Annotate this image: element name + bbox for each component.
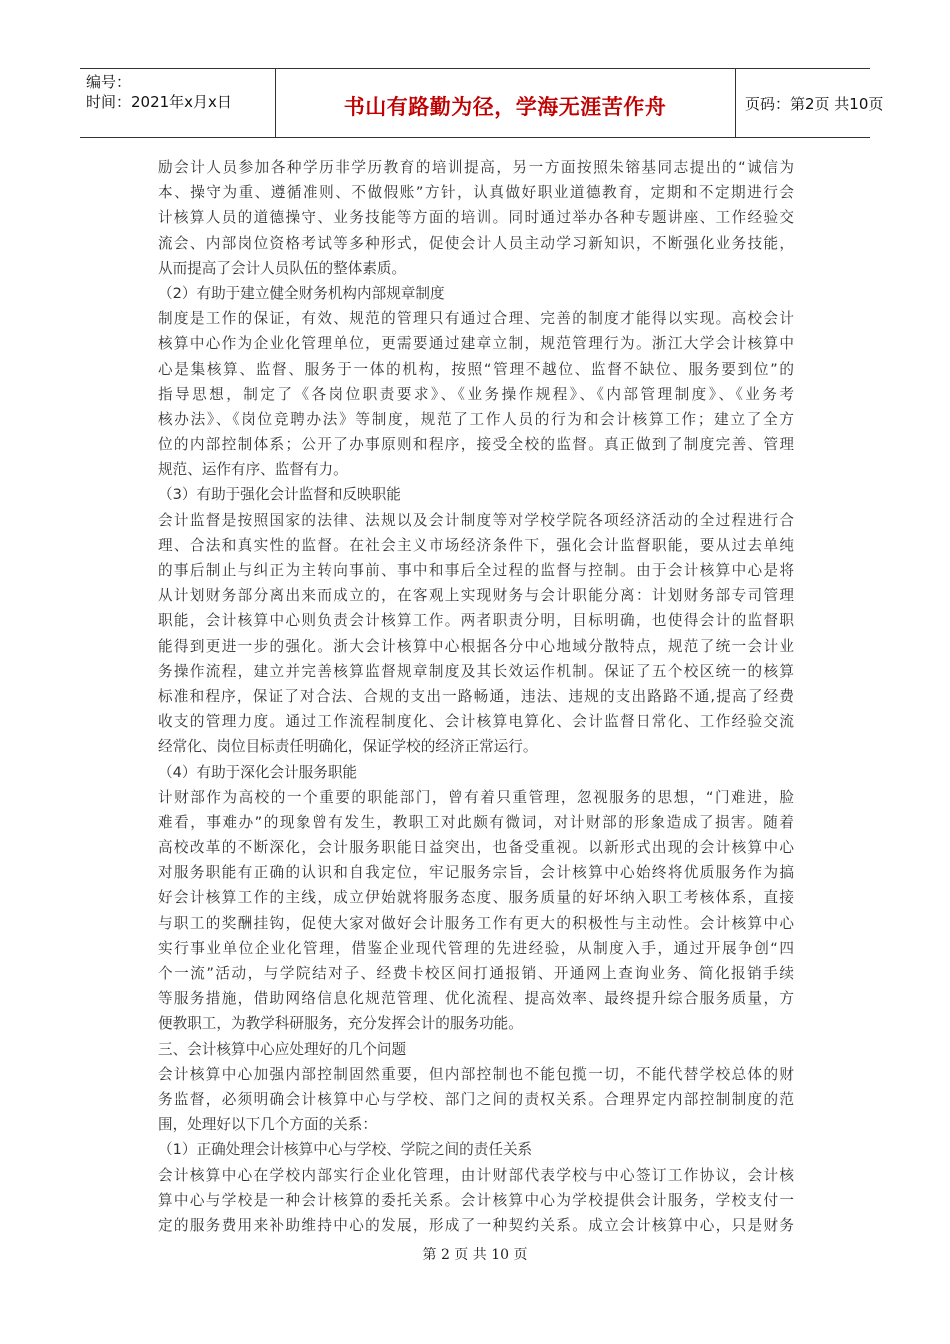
body-text-line: 心是集核算、监督、服务于一体的机构，按照“管理不越位、监督不缺位、服务要到位”的 (158, 360, 794, 378)
body-text-line: 制度是工作的保证，有效、规范的管理只有通过合理、完善的制度才能得以实现。高校会计 (158, 310, 794, 328)
page-header (80, 68, 884, 138)
header-info-cell (80, 69, 276, 137)
body-text-line: 标准和程序，保证了对合法、合规的支出一路畅通，违法、违规的支出路路不通,提高了经费 (158, 687, 794, 705)
header-motto: 书山有路勤为径，学海无涯苦作舟 (343, 95, 667, 119)
body-text-line: 三、会计核算中心应处理好的几个问题 (158, 1040, 407, 1058)
body-text-line: 励会计人员参加各种学历非学历教育的培训提高，另一方面按照朱镕基同志提出的“诚信为 (158, 159, 794, 176)
body-text-line: 会计监督是按照国家的法律、法规以及会计制度等对学校学院各项经济活动的全过程进行合 (158, 511, 794, 529)
body-text-line: 会计核算中心加强内部控制固然重要，但内部控制也不能包揽一切，不能代替学校总体的财 (158, 1065, 794, 1083)
body-text-line: （4）有助于深化会计服务职能 (158, 763, 358, 781)
body-text-line: 务操作流程，建立并完善核算监督规章制度及其长效运作机制。保证了五个校区统一的核算 (158, 662, 794, 680)
body-text-line: 收支的管理力度。通过工作流程制度化、会计核算电算化、会计监督日常化、工作经验交流 (158, 713, 794, 731)
document-body (158, 155, 794, 1238)
body-text-line: 对服务职能有正确的认识和自我定位，牢记服务宗旨，会计核算中心始终将优质服务作为搞 (158, 864, 794, 882)
body-text-line: （2）有助于建立健全财务机构内部规章制度 (158, 284, 445, 302)
page-footer: 第 2 页 共 10 页 (422, 1247, 528, 1263)
body-text-line: 等服务措施，借助网络信息化规范管理、优化流程、提高效率、最终提升综合服务质量，方 (158, 990, 794, 1008)
body-text-line: 算中心与学校是一种会计核算的委托关系。会计核算中心为学校提供会计服务，学校支付一 (158, 1191, 794, 1209)
body-text-line: 个一流”活动，与学院结对子、经费卡校区间打通报销、开通网上查询业务、简化报销手续 (158, 965, 794, 982)
body-text-line: 规范、运作有序、监督有力。 (158, 461, 348, 479)
body-text-line: 围，处理好以下几个方面的关系： (158, 1116, 377, 1134)
body-text-line: 难看，事难办”的现象曾有发生，教职工对此颇有微词，对计财部的形象造成了损害。随着 (158, 813, 794, 831)
body-text-line: 定的服务费用来补助维持中心的发展，形成了一种契约关系。成立会计核算中心，只是财务 (158, 1216, 794, 1234)
body-text-line: 职能，会计核算中心则负责会计核算工作。两者职责分明，目标明确，也使得会计的监督职 (158, 612, 794, 630)
body-text-line: 实行事业单位企业化管理，借鉴企业现代管理的先进经验，从制度入手，通过开展争创“四 (158, 939, 794, 957)
body-text-line: （1）正确处理会计核算中心与学校、学院之间的责任关系 (158, 1141, 533, 1159)
body-text-line: 计财部作为高校的一个重要的职能部门，曾有着只重管理，忽视服务的思想，“门难进，脸 (158, 788, 794, 806)
body-text-line: 指导思想，制定了《各岗位职责要求》、《业务操作规程》、《内部管理制度》、《业务考 (158, 385, 794, 403)
body-text-line: 的事后制止与纠正为主转向事前、事中和事后全过程的监督与控制。由于会计核算中心是将 (158, 562, 794, 579)
body-text-line: 理、合法和真实性的监督。在社会主义市场经济条件下，强化会计监督职能，要从过去单纯 (158, 536, 794, 554)
document-date-label: 时间：2021年x月x日 (86, 93, 232, 111)
body-text-line: （3）有助于强化会计监督和反映职能 (158, 486, 401, 504)
body-text-line: 核算中心作为企业化管理单位，更需要通过建章立制，规范管理行为。浙江大学会计核算中 (158, 335, 794, 353)
body-text-line: 位的内部控制体系；公开了办事原则和程序，接受全校的监督。真正做到了制度完善、管理 (158, 436, 794, 454)
body-text-line: 核办法》、《岗位竞聘办法》等制度，规范了工作人员的行为和会计核算工作；建立了全方 (158, 410, 794, 428)
body-text-line: 便教职工，为教学科研服务，充分发挥会计的服务功能。 (158, 1015, 523, 1033)
body-text-line: 好会计核算工作的主线，成立伊始就将服务态度、服务质量的好坏纳入职工考核体系，直接 (158, 889, 794, 907)
header-page-info: 页码：第2页 共10页 (745, 95, 884, 113)
body-text-line: 务监督，必须明确会计核算中心与学校、部门之间的责权关系。合理界定内部控制制度的范 (158, 1090, 794, 1108)
body-text-line: 高校改革的不断深化，会计服务职能日益突出，也备受重视。以新形式出现的会计核算中心 (158, 839, 794, 857)
body-text-line: 与职工的奖酬挂钩，促使大家对做好会计服务工作有更大的积极性与主动性。会计核算中心 (158, 914, 794, 932)
header-motto-cell (275, 69, 736, 137)
body-text-line: 能得到更进一步的强化。浙大会计核算中心根据各分中心地域分散特点，规范了统一会计业 (158, 637, 794, 655)
body-text-line: 会计核算中心在学校内部实行企业化管理，由计财部代表学校与中心签订工作协议，会计核 (158, 1166, 794, 1184)
body-text-line: 经常化、岗位目标责任明确化，保证学校的经济正常运行。 (158, 738, 538, 756)
body-text-line: 流会、内部岗位资格考试等多种形式，促使会计人员主动学习新知识，不断强化业务技能， (158, 234, 794, 252)
header-page-cell (735, 69, 884, 137)
document-number-label: 编号： (86, 73, 132, 91)
body-text-line: 从而提高了会计人员队伍的整体素质。 (158, 259, 407, 277)
body-text-line: 本、操守为重、遵循准则、不做假账”方针，认真做好职业道德教育，定期和不定期进行会 (158, 184, 794, 202)
body-text-line: 计核算人员的道德操守、业务技能等方面的培训。同时通过举办各种专题讲座、工作经验交 (158, 209, 794, 227)
body-text-line: 从计划财务部分离出来而成立的，在客观上实现财务与会计职能分离：计划财务部专司管理 (158, 587, 794, 605)
